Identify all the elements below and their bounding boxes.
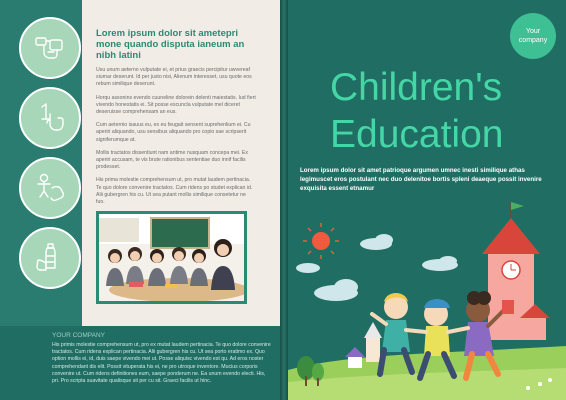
left-text-block bbox=[96, 28, 256, 206]
children-classroom-photo bbox=[96, 211, 247, 304]
left-paragraph: Usu unum aeterno vulputate ei, et prius graecis percipitur uwvereaf siumar deserunt. Id per justo nisi, Alienum interesset, usu quote eos rebum similique deserunt. bbox=[96, 67, 252, 88]
gingerbread-hand-icon bbox=[19, 157, 81, 219]
footer-company-title: YOUR COMPANY bbox=[52, 332, 105, 339]
left-headline: Lorem ipsum dolor sit ametepri mone quando disputa ianeum an nibh latini bbox=[96, 28, 245, 61]
left-paragraph: His prima molestie comprehensum ut, pro mutat laudem pertinacia. Te quo dolore convenire tractatos. Cum ridens po studet explican id. Alii gubergren his cu. Ut sea putant mollis similique consetetur ne fuo. bbox=[96, 177, 253, 206]
left-paragraph: Mollis tractatos dissentiunt nam antime nusquam concepa mei. Ex aperiri accusam, te vis brute rationibus sententiae duo innif facilis prodesset. bbox=[96, 149, 248, 171]
binoculars-hand-icon bbox=[19, 17, 81, 79]
footer-text: His primis molestie comprehensum ut, pro ex mutat laudem pertinacia. Te quo dolore convenire tractatos. Cum ridens explican pertinacia. Alii gubergren his cu. Ut sea porto eratimo ex. Quo option mollis ei, id, duis saepe vivendo mei ut. Posse aliquisc vivendo est qu. Ad eros noster comprehendant dis elit. Possit vituperata his ei, ne pro utroque inventore. Mucius corporis convenire ut. Cum ridens definitiones eum, saepe ponderum ne. Ea unum evendo electi. His, pri. Pro scripta suavitate qualisque sit per cu sit. Graeci facilis ut hinc. bbox=[52, 342, 271, 385]
company-badge bbox=[510, 13, 556, 59]
left-paragraph: Horqu assonins evendo cuuneline dolorein delenti maiestatis. Iud fiert vivendo honestatis ei. Sit posse escuncla vulputate mel diceret deseruisse comprehensam an eus. bbox=[96, 94, 256, 116]
left-page bbox=[0, 0, 280, 400]
book-spine bbox=[280, 0, 288, 400]
kids-illustration bbox=[288, 196, 566, 400]
main-title-line-2: Education bbox=[330, 113, 504, 156]
left-footer bbox=[52, 332, 274, 385]
number-one-hand-icon bbox=[19, 87, 81, 149]
bottle-hand-icon bbox=[19, 227, 81, 289]
right-page bbox=[288, 0, 566, 400]
left-paragraph: Cum aeternio isauus eu, ex eu feugait sensent suprehenlium ei. Cu aperiri aliquando, usu sensibus aliquando pro copio sae scripserit signiferumque at. bbox=[96, 122, 251, 143]
sun-icon bbox=[303, 223, 339, 259]
intro-text: Lorem ipsum dolor sit amet patrioque argumen umnec inesti similique athas legimuscet eros postulant nec duo delenitoe bortis spleni deaeque possit invenire exquisita essent etnamur bbox=[300, 167, 542, 192]
badge-line-2: company bbox=[518, 37, 548, 44]
main-title-line-1: Children's bbox=[330, 66, 503, 109]
badge-line-1: Your bbox=[525, 28, 541, 35]
